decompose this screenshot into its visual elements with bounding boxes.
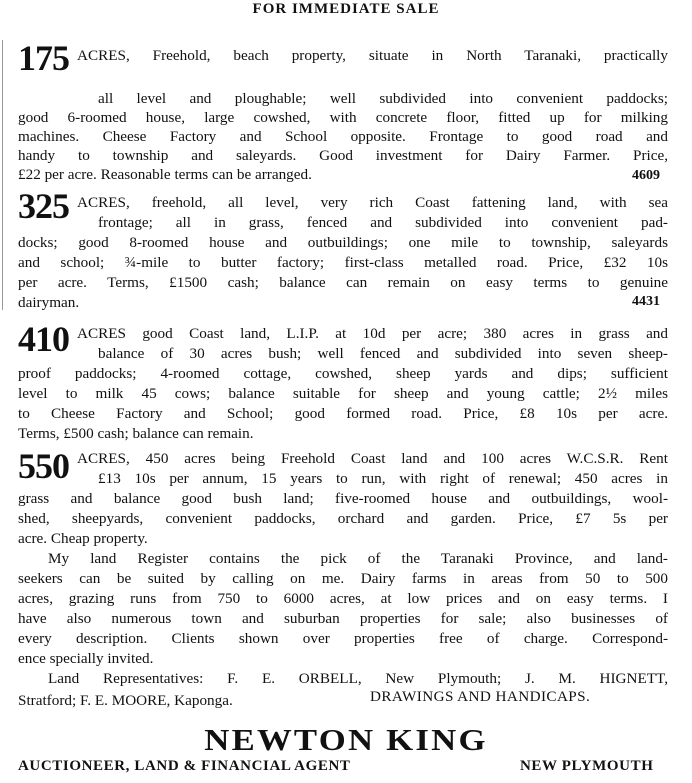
- agent-name: NEWTON KING: [204, 722, 488, 757]
- listing-line: level to milk 45 cows; balance suitable for sheep and young cattle; 2½ miles: [18, 385, 668, 402]
- listing-line: good 6-roomed house, large cowshed, with concrete floor, fitted up for milking: [18, 109, 668, 126]
- listing-number: 175: [18, 38, 69, 78]
- listing-line: grass and balance good bush land; five-roomed house and outbuildings, wool-: [18, 490, 668, 507]
- listing-line: ACRES, 450 acres being Freehold Coast land and 100 acres W.C.S.R. Rent: [77, 450, 668, 467]
- listing-ref-number: 4431: [632, 294, 660, 309]
- listing-line: balance of 30 acres bush; well fenced and subdivided into seven sheep-: [98, 345, 668, 362]
- listing-line: ACRES good Coast land, L.I.P. at 10d per acre; 380 acres in grass and: [77, 325, 668, 342]
- column-edge-rule: [2, 40, 3, 310]
- register-line: ence specially invited.: [18, 650, 154, 667]
- listing-line: machines. Cheese Factory and School opposite. Frontage to good road and: [18, 128, 668, 145]
- listing-line: to Cheese Factory and School; good formed road. Price, £8 10s per acre.: [18, 405, 668, 422]
- register-line: seekers can be suited by calling on me. Dairy farms in areas from 50 to 500: [18, 570, 668, 587]
- listing-line: per acre. Terms, £1500 cash; balance can remain on easy terms to genuine: [18, 274, 668, 291]
- listing-line: frontage; all in grass, fenced and subdivided into convenient pad-: [98, 214, 668, 231]
- representatives-line: Stratford; F. E. MOORE, Kaponga.: [18, 692, 233, 709]
- listing-line: shed, sheepyards, convenient paddocks, orchard and garden. Price, £7 5s per: [18, 510, 668, 527]
- listing-line: all level and ploughable; well subdivided into convenient paddocks;: [98, 90, 668, 107]
- register-line: My land Register contains the pick of the Taranaki Province, and land-: [48, 550, 668, 567]
- listing-line: dairyman.: [18, 294, 80, 311]
- drawings-notice: DRAWINGS AND HANDICAPS.: [370, 688, 591, 705]
- listing-line: docks; good 8-roomed house and outbuildings; one mile to township, saleyards: [18, 234, 668, 251]
- representatives-line: Land Representatives: F. E. ORBELL, New Plymouth; J. M. HIGNETT,: [48, 670, 668, 687]
- ad-heading: FOR IMMEDIATE SALE: [252, 1, 440, 17]
- register-line: acres, grazing runs from 750 to 6000 acres, at low prices and on easy terms. I: [18, 590, 668, 607]
- listing-line: and school; ¾-mile to butter factory; first-class metalled road. Price, £32 10s: [18, 254, 668, 271]
- listing-line: £13 10s per annum, 15 years to run, with right of renewal; 450 acres in: [98, 470, 668, 487]
- listing-line: acre. Cheap property.: [18, 530, 148, 547]
- listing-number: 550: [18, 446, 69, 486]
- listing-line: ACRES, freehold, all level, very rich Coast fattening land, with sea: [77, 194, 668, 211]
- listing-line: Terms, £500 cash; balance can remain.: [18, 425, 254, 442]
- listing-ref-number: 4609: [632, 168, 660, 183]
- listing-number: 325: [18, 186, 69, 226]
- agent-location: NEW PLYMOUTH: [520, 758, 654, 774]
- listing-line: proof paddocks; 4-roomed cottage, cowshed, sheep yards and dips; sufficient: [18, 365, 668, 382]
- listing-line: £22 per acre. Reasonable terms can be arranged.: [18, 166, 312, 183]
- register-line: every description. Clients shown over properties free of charge. Correspond-: [18, 630, 668, 647]
- listing-line: ACRES, Freehold, beach property, situate in North Taranaki, practically: [77, 47, 668, 64]
- listing-line: handy to township and saleyards. Good investment for Dairy Farmer. Price,: [18, 147, 668, 164]
- listing-number: 410: [18, 319, 69, 359]
- agent-title: AUCTIONEER, LAND & FINANCIAL AGENT: [18, 758, 351, 774]
- register-line: have also numerous town and suburban properties for sale; also businesses of: [18, 610, 668, 627]
